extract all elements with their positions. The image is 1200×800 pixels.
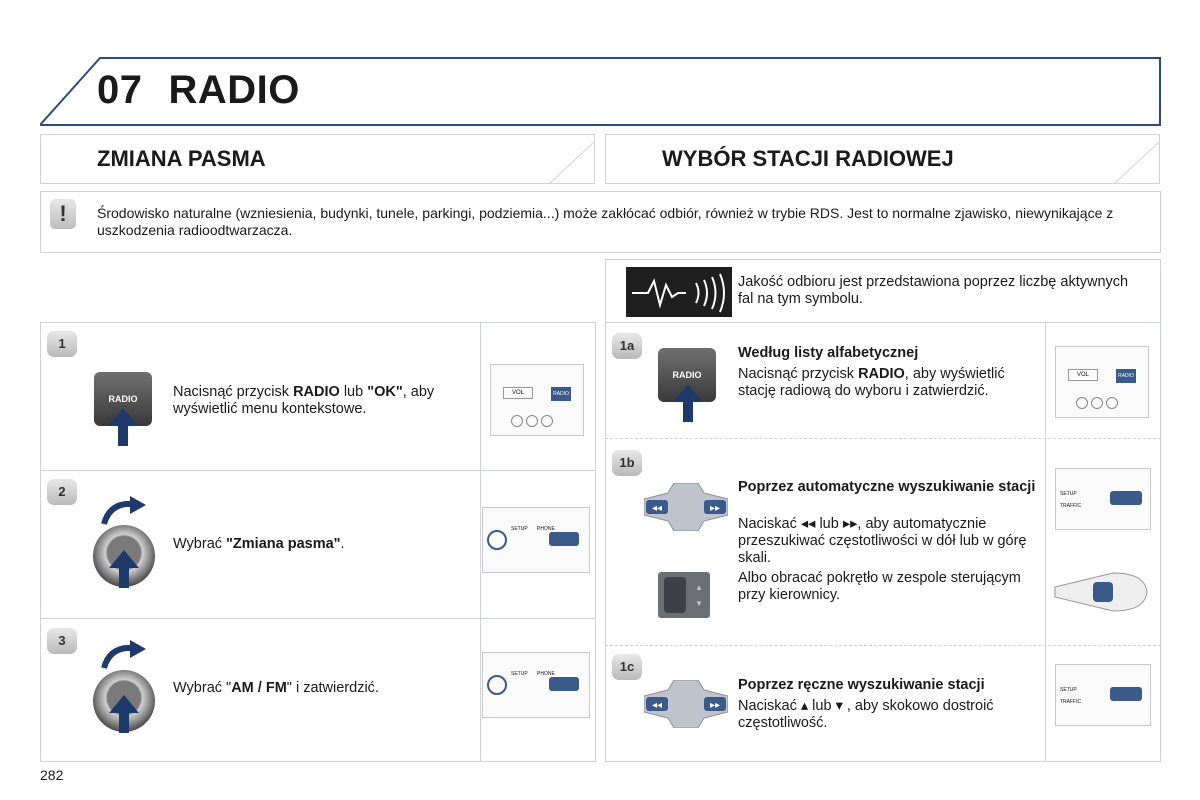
signal-info-text: Jakość odbioru jest przedstawiona poprzez liczbę aktywnych fal na tym symbolu. <box>738 274 1129 307</box>
step1c-text: Naciskać ▴ lub ▾ , aby skokowo dostroić częstotliwość. <box>738 698 994 731</box>
step-badge-2: 2 <box>47 479 77 505</box>
svg-text:▴: ▴ <box>696 583 702 593</box>
svg-text:▸▸: ▸▸ <box>709 503 721 514</box>
step1a-header: Według listy alfabetycznej <box>738 345 919 361</box>
warning-icon: ! <box>50 199 76 229</box>
step-badge-1a: 1a <box>612 333 642 359</box>
panel-illustration-1b: SETUP TRAFFIC <box>1055 468 1151 530</box>
panel-illustration-1a: VOL RADIO <box>1055 346 1149 418</box>
press-arrow-icon <box>673 384 703 422</box>
warning-text: Środowisko naturalne (wzniesienia, budynki, tunele, parkingi, podziemia...) może zakłócać odbiór, również w trybie RDS. Jest to normalne zjawisko, niewynikające z uszkodzenia radioodtwarzacza. <box>97 205 1114 238</box>
svg-text:◂◂: ◂◂ <box>651 503 663 514</box>
row-divider-1 <box>40 470 596 471</box>
step-badge-3: 3 <box>47 628 77 654</box>
radio-button-icon: RADIO <box>658 348 716 402</box>
rotate-arrow-icon <box>100 496 146 526</box>
step-badge-1b: 1b <box>612 450 642 476</box>
svg-text:◂◂: ◂◂ <box>651 700 663 711</box>
section-title-right: WYBÓR STACJI RADIOWEJ <box>662 146 954 171</box>
panel-illustration-3: SETUP PHONE <box>482 652 590 718</box>
step1c-header: Poprzez ręczne wyszukiwanie stacji <box>738 677 985 693</box>
press-arrow-icon <box>109 550 139 588</box>
step-badge-1: 1 <box>47 331 77 357</box>
steering-control-icon <box>658 572 710 618</box>
signal-quality-icon <box>626 267 732 317</box>
svg-text:▾: ▾ <box>696 599 702 609</box>
chapter-heading <box>97 68 300 113</box>
section-title-left: ZMIANA PASMA <box>97 146 266 171</box>
press-arrow-icon <box>108 408 138 446</box>
chapter-number: 07 <box>97 68 143 112</box>
left-divider <box>480 322 481 762</box>
panel-illustration-1c: SETUP TRAFFIC <box>1055 664 1151 726</box>
step1b-text-2: Albo obracać pokrętło w zespole sterującym przy kierownicy. <box>738 570 1021 603</box>
panel-illustration-2: SETUP PHONE <box>482 507 590 573</box>
rotate-arrow-icon <box>100 640 146 670</box>
row-divider-2 <box>40 618 596 619</box>
step1-text: Nacisnąć przycisk RADIO lub "OK", aby wyświetlić menu kontekstowe. <box>173 384 435 417</box>
dash-divider-2 <box>605 645 1161 646</box>
svg-text:▸▸: ▸▸ <box>709 700 721 711</box>
dash-divider-1 <box>605 438 1161 439</box>
page-number: 282 <box>40 767 64 783</box>
press-arrow-icon <box>109 695 139 733</box>
step1a-text: Nacisnąć przycisk RADIO, aby wyświetlić stację radiową do wyboru i zatwierdzić. <box>738 366 1005 399</box>
chapter-title: RADIO <box>168 68 300 112</box>
step2-text: Wybrać "Zmiana pasma". <box>173 536 345 552</box>
step3-text: Wybrać "AM / FM" i zatwierdzić. <box>173 680 379 696</box>
dpad-icon <box>644 483 728 531</box>
steering-stalk-illustration <box>1053 565 1151 619</box>
step1b-header: Poprzez automatyczne wyszukiwanie stacji <box>738 479 1036 495</box>
step-badge-1c: 1c <box>612 654 642 680</box>
right-divider <box>1045 322 1046 762</box>
radio-button-icon: RADIO <box>94 372 152 426</box>
step1b-text: Naciskać ◂◂ lub ▸▸, aby automatycznie przeszukiwać częstotliwości w dół lub w górę skali. <box>738 516 1027 566</box>
panel-illustration-1: VOL RADIO <box>490 364 584 436</box>
dpad-icon <box>644 680 728 728</box>
